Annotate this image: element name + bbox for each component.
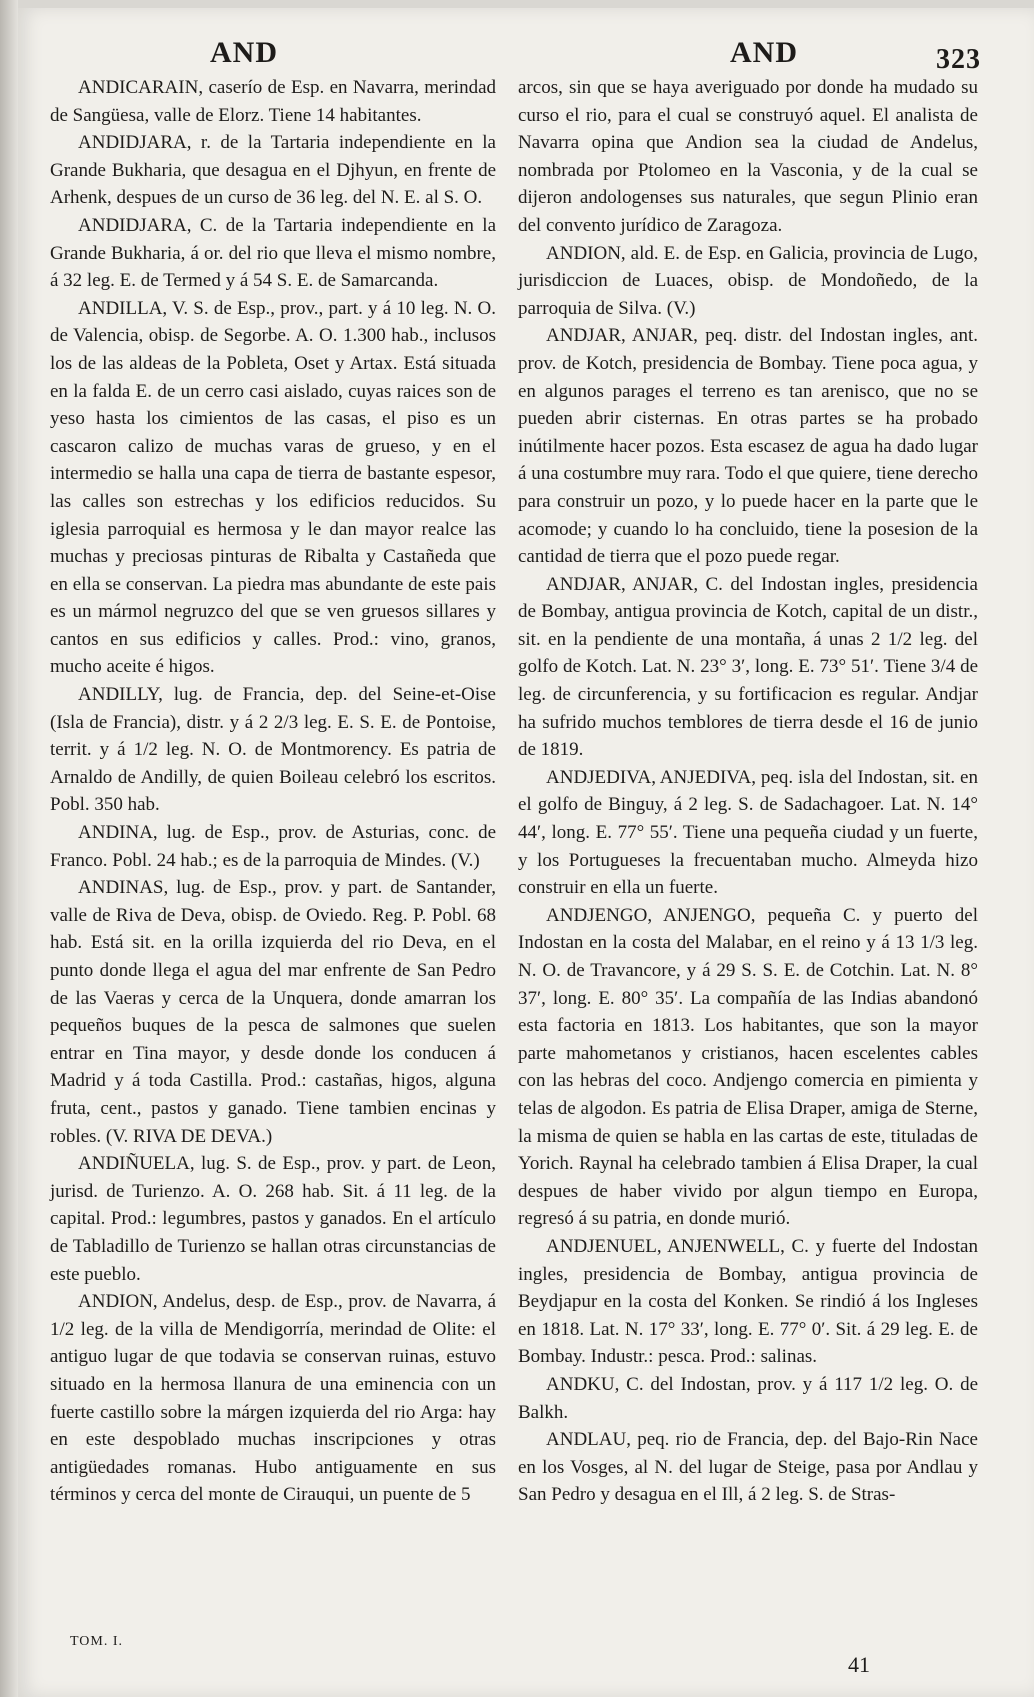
dictionary-entry: arcos, sin que se haya averiguado por donde ha mudado su curso el rio, para el cual se construyó aquel. El analista de Navarra opina que Andion sea la ciudad de Andelus, nombrada por Ptolomeo en la Vasconia, y de la cual se dijeron andologenses sus naturales, que segun Plinio eran del convento jurídico de Zaragoza. — [518, 77, 978, 236]
left-column — [50, 74, 496, 1509]
dictionary-entry: ANDION, Andelus, desp. de Esp., prov. de Navarra, á 1/2 leg. de la villa de Mendigorría, merindad de Olite: el antiguo lugar de que todavia se conservan ruinas, estuvo situado en la hermosa llanura de una eminencia con un fuerte castillo sobre la márgen izquierda del rio Arga: hay en este despoblado muchas inscripciones y otras antigüedades romanas. Hubo antiguamente en sus términos y cerca del monte de Cirauqui, un puente de 5 — [50, 1291, 496, 1506]
dictionary-entry: ANDION, ald. E. de Esp. en Galicia, provincia de Lugo, jurisdiccion de Luaces, obisp. de Mondoñedo, de la parroquia de Silva. (V.) — [518, 242, 978, 319]
page-number: 323 — [936, 44, 981, 75]
dictionary-entry: ANDJAR, ANJAR, peq. distr. del Indostan ingles, ant. prov. de Kotch, presidencia de Bombay. Tiene poca agua, y en algunos parages el terreno es tan arenisco, que no se pueden abrir cisternas. En otras partes se ha probado inútilmente hacer pozos. Esta escasez de agua ha dado lugar á una costumbre muy rara. Todo el que quiere, tiene derecho para construir un pozo, y lo puede hacer en la parte que le acomode; y cuando lo ha concluido, tiene la posesion de la cantidad de tierra que el pozo puede regar. — [518, 325, 978, 568]
dictionary-entry: ANDJENUEL, ANJENWELL, C. y fuerte del Indostan ingles, presidencia de Bombay, antigua provincia de Beydjapur en la costa del Konken. Se rindió á los Ingleses en 1818. Lat. N. 17° 33′, long. E. 77° 0′. Sit. á 29 leg. E. de Bombay. Industr.: pesca. Prod.: salinas. — [518, 1235, 978, 1368]
dictionary-entry: ANDINA, lug. de Esp., prov. de Asturias, conc. de Franco. Pobl. 24 hab.; es de la parroquia de Mindes. (V.) — [50, 822, 496, 871]
dictionary-entry: ANDICARAIN, caserío de Esp. en Navarra, merindad de Sangüesa, valle de Elorz. Tiene 14 habitantes. — [50, 77, 496, 126]
dictionary-entry: ANDILLA, V. S. de Esp., prov., part. y á 10 leg. N. O. de Valencia, obisp. de Segorbe. A. O. 1.300 hab., inclusos los de las aldeas de la Pobleta, Oset y Artax. Está situada en la falda E. de un cerro casi aislado, cuyas raices son de yeso hasta los cimientos de las casas, el piso es un cascaron calizo de muchas varas de grueso, y en el intermedio se halla una capa de tierra de bastante espesor, las calles son estrechas y los edificios reducidos. Su iglesia parroquial es hermosa y le dan mayor realce las muchas y preciosas pinturas de Ribalta y Castañeda que en ella se conservan. La piedra mas abundante de este pais es un mármol negruzco del que se ven gruesos sillares y cantos en sus edificios y calles. Prod.: vino, granos, mucho aceite é higos. — [50, 297, 496, 678]
right-column — [518, 74, 978, 1509]
dictionary-entry: ANDINAS, lug. de Esp., prov. y part. de Santander, valle de Riva de Deva, obisp. de Oviedo. Reg. P. Pobl. 68 hab. Está sit. en la orilla izquierda del rio Deva, en el punto donde llega el agua del mar enfrente de San Pedro de las Vaeras y cerca de la Unquera, donde amarran los pequeños buques de la pesca de salmones que suelen entrar en Tina mayor, y desde donde los conducen á Madrid y á toda Castilla. Prod.: castañas, higos, alguna fruta, cent., pastos y ganado. Tiene tambien encinas y robles. (V. RIVA DE DEVA.) — [50, 877, 496, 1147]
sheet-number: 41 — [848, 1652, 870, 1677]
dictionary-entry: ANDIDJARA, C. de la Tartaria independiente en la Grande Bukharia, á or. del rio que lleva el mismo nombre, á 32 leg. E. de Termed y á 54 S. E. de Samarcanda. — [50, 214, 496, 292]
dictionary-entry: ANDIÑUELA, lug. S. de Esp., prov. y part. de Leon, jurisd. de Turienzo. A. O. 268 hab. Sit. á 11 leg. de la capital. Prod.: legumbres, pastos y ganados. En el artículo de Tabladillo de Turienzo se hallan otras circunstancias de este pueblo. — [50, 1153, 496, 1285]
dictionary-entry: ANDKU, C. del Indostan, prov. y á 117 1/2 leg. O. de Balkh. — [518, 1373, 978, 1423]
dictionary-entry: ANDJENGO, ANJENGO, pequeña C. y puerto del Indostan en la costa del Malabar, en el reino y á 13 1/3 leg. N. O. de Travancore, y á 29 S. S. E. de Cotchin. Lat. N. 8° 37′, long. E. 80° 35′. La compañía de las Indias abandonó esta factoria en 1813. Los habitantes, que son la mayor parte mahometanos y cristianos, hacen escelentes cables con las hebras del coco. Andjengo comercia en pimienta y telas de algodon. Es patria de Elisa Draper, amiga de Sterne, la misma de quien se habla en las cartas de este, tituladas de Yorich. Raynal ha celebrado tambien á Elisa Draper, la cual despues de haber vivido por algun tiempo en Europa, regresó á su patria, en donde murió. — [518, 904, 978, 1230]
dictionary-entry: ANDJAR, ANJAR, C. del Indostan ingles, presidencia de Bombay, antigua provincia de Kotch, capital de un distr., sit. en la pendiente de una montaña, á unas 2 1/2 leg. del golfo de Kotch. Lat. N. 23° 3′, long. E. 73° 51′. Tiene 3/4 de leg. de circunferencia, y su fortificacion es regular. Andjar ha sufrido muchos temblores de tierra desde el 16 de junio de 1819. — [518, 573, 978, 761]
dictionary-entry: ANDLAU, peq. rio de Francia, dep. del Bajo-Rin Nace en los Vosges, al N. del lugar de Steige, pasa por Andlau y San Pedro y desagua en el Ill, á 2 leg. S. de Stras- — [518, 1429, 978, 1506]
signature-mark: TOM. I. — [70, 1634, 124, 1649]
binding-shadow — [0, 0, 18, 1697]
dictionary-entry: ANDIDJARA, r. de la Tartaria independiente en la Grande Bukharia, que desagua en el Djhyun, en frente de Arhenk, despues de un curso de 36 leg. del N. E. al S. O. — [50, 132, 496, 209]
dictionary-entry: ANDJEDIVA, ANJEDIVA, peq. isla del Indostan, sit. en el golfo de Binguy, á 2 leg. S. de Sadachagoer. Lat. N. 14° 44′, long. E. 77° 55′. Tiene una pequeña ciudad y un fuerte, y los Portugueses la frecuentaban mucho. Almeyda hizo construir en ella un fuerte. — [518, 766, 978, 899]
dictionary-entry: ANDILLY, lug. de Francia, dep. del Seine-et-Oise (Isla de Francia), distr. y á 2 2/3 leg. E. S. E. de Pontoise, territ. y á 1/2 leg. N. O. de Montmorency. Es patria de Arnaldo de Andilly, de quien Boileau celebró los escritos. Pobl. 350 hab. — [50, 684, 496, 816]
left-running-head: AND — [210, 36, 278, 69]
right-running-head: AND — [730, 36, 798, 69]
